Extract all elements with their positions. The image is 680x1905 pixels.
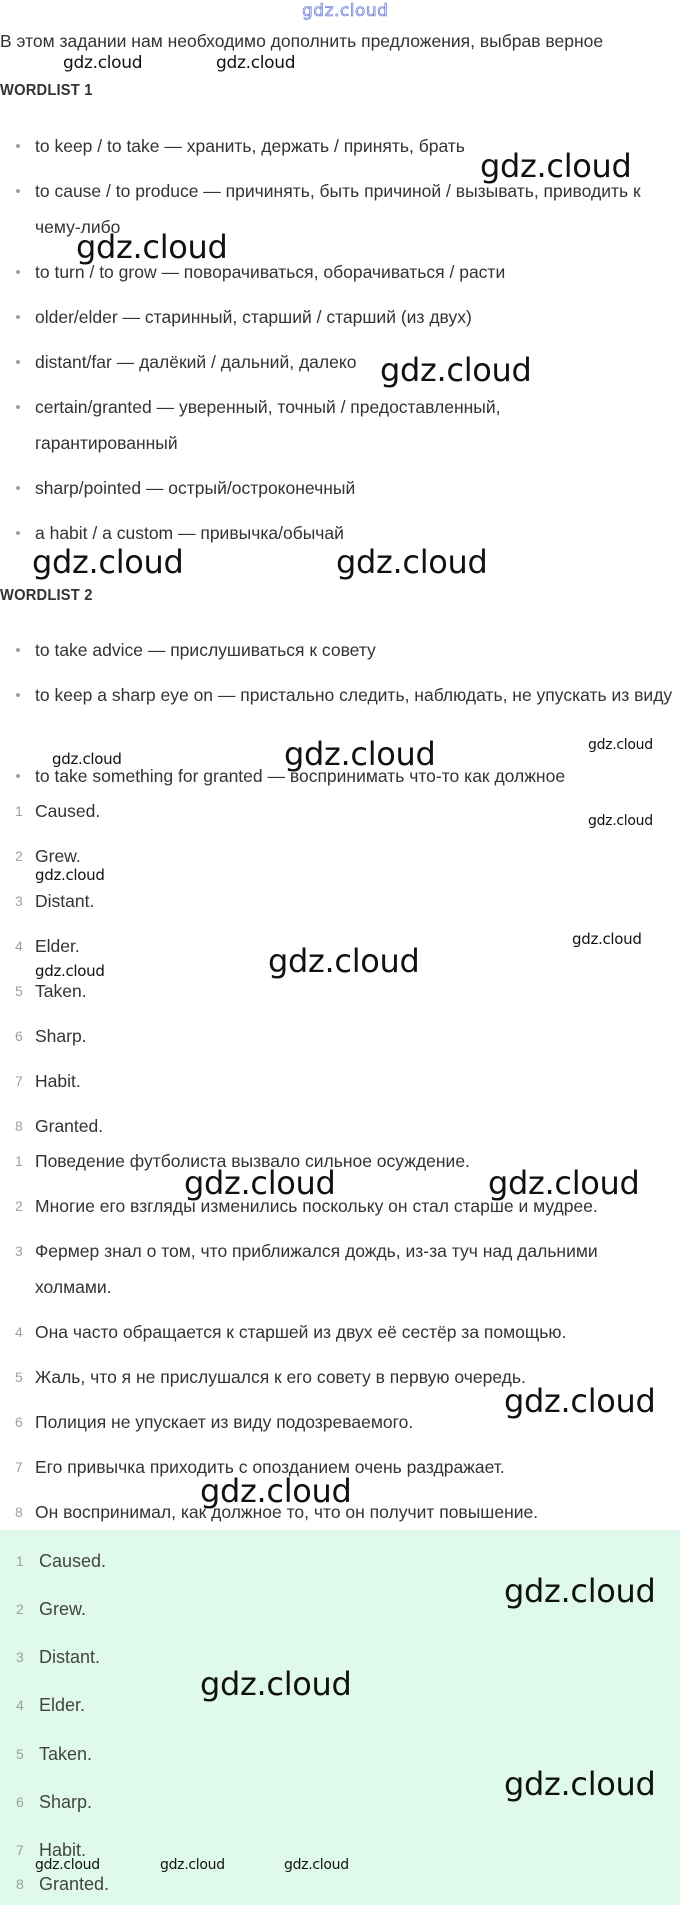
watermark: gdz.cloud bbox=[588, 737, 653, 753]
bullet-icon bbox=[16, 531, 20, 535]
bullet-icon bbox=[16, 774, 20, 778]
watermark: gdz.cloud bbox=[572, 930, 642, 948]
bullet-icon bbox=[16, 144, 20, 148]
bullet-icon bbox=[16, 405, 20, 409]
watermark: gdz.cloud bbox=[488, 1164, 640, 1202]
watermark: gdz.cloud bbox=[380, 351, 532, 389]
watermark: gdz.cloud bbox=[52, 750, 122, 768]
watermark: gdz.cloud bbox=[504, 1382, 656, 1420]
bullet-icon bbox=[16, 189, 20, 193]
watermark: gdz.cloud bbox=[336, 543, 488, 581]
bullet-icon bbox=[16, 486, 20, 490]
watermark: gdz.cloud bbox=[76, 228, 228, 266]
watermark: gdz.cloud bbox=[284, 735, 436, 773]
watermark: gdz.cloud bbox=[184, 1164, 336, 1202]
watermark: gdz.cloud bbox=[32, 543, 184, 581]
wordlist-2-heading: WORDLIST 2 bbox=[0, 587, 93, 604]
watermark: gdz.cloud bbox=[35, 866, 105, 884]
watermark: gdz.cloud bbox=[200, 1472, 352, 1510]
watermark: gdz.cloud bbox=[160, 1857, 225, 1873]
bullet-icon bbox=[16, 270, 20, 274]
bullet-icon bbox=[16, 360, 20, 364]
watermark: gdz.cloud bbox=[504, 1572, 656, 1610]
bullet-icon bbox=[16, 648, 20, 652]
intro-text: В этом задании нам необходимо дополнить предложения, выбрав верное bbox=[0, 31, 604, 51]
watermark: gdz.cloud bbox=[284, 1857, 349, 1873]
bullet-icon bbox=[16, 693, 20, 697]
watermark: gdz.cloud bbox=[216, 53, 296, 73]
answer-box: 1 Caused. 2 Grew. 3 Distant. 4 Elder. 5 Taken. 6 Sharp. 7 Habit. 8 Granted. bbox=[0, 1530, 680, 1905]
watermark: gdz.cloud bbox=[63, 53, 143, 73]
watermark: gdz.cloud bbox=[504, 1765, 656, 1803]
watermark: gdz.cloud bbox=[480, 147, 632, 185]
watermark: gdz.cloud bbox=[35, 962, 105, 980]
watermark: gdz.cloud bbox=[200, 1665, 352, 1703]
watermark: gdz.cloud bbox=[35, 1857, 100, 1873]
site-logo[interactable]: gdz.cloud bbox=[302, 1, 389, 21]
wordlist-1-heading: WORDLIST 1 bbox=[0, 82, 93, 99]
watermark: gdz.cloud bbox=[268, 942, 420, 980]
bullet-icon bbox=[16, 315, 20, 319]
watermark: gdz.cloud bbox=[588, 813, 653, 829]
